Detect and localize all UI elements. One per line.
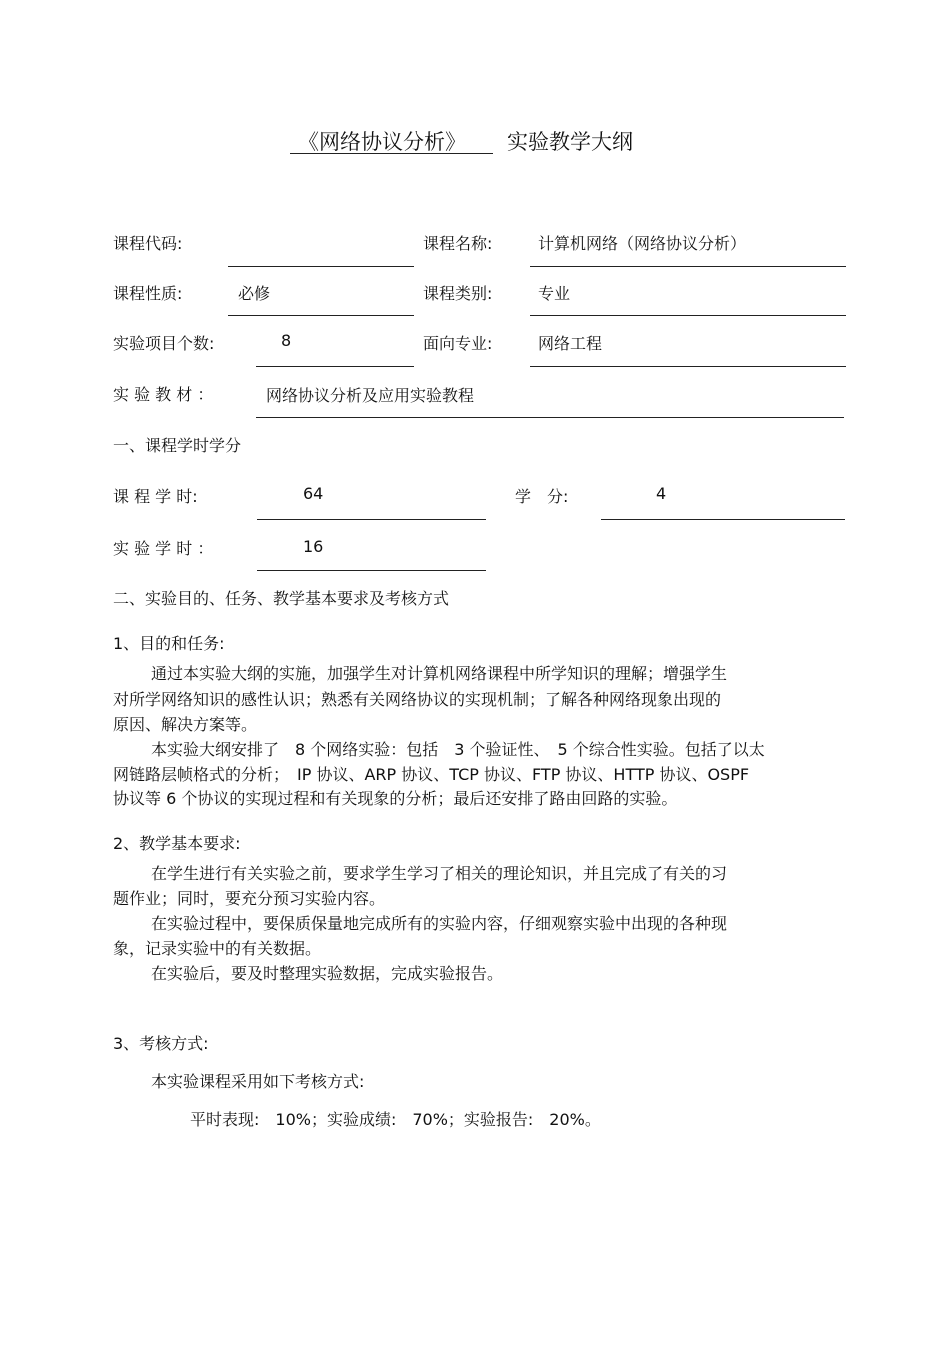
course-code-label: 课程代码: <box>113 234 183 253</box>
section1-heading: 一、课程学时学分 <box>113 436 242 455</box>
sub1-paragraph1-line2: 对所学网络知识的感性认识；熟悉有关网络协议的实现机制；了解各种网络现象出现的 <box>113 690 722 709</box>
lab-hours-label: 实 验 学 时 ： <box>113 539 214 558</box>
sub1-paragraph1-line3: 原因、解决方案等。 <box>113 715 258 734</box>
course-category-label: 课程类别: <box>423 284 493 303</box>
sub3-paragraph1: 本实验课程采用如下考核方式: <box>151 1072 365 1091</box>
course-nature-value: 必修 <box>238 284 271 303</box>
credits-underline <box>601 519 845 520</box>
textbook-underline <box>256 417 844 418</box>
sub2-paragraph1-line1: 在学生进行有关实验之前，要求学生学习了相关的理论知识，并且完成了有关的习 <box>151 864 728 883</box>
course-nature-underline <box>228 315 414 316</box>
textbook-value: 网络协议分析及应用实验教程 <box>266 386 475 405</box>
sub3-grading-breakdown: 平时表现: 10%；实验成绩: 70%；实验报告: 20%。 <box>190 1110 601 1129</box>
projects-count-value: 8 <box>281 331 292 350</box>
course-hours-label: 课 程 学 时: <box>113 487 198 506</box>
course-name-underline <box>530 266 846 267</box>
course-name-label: 课程名称: <box>423 234 493 253</box>
credits-value: 4 <box>656 484 667 503</box>
subsection3-heading: 3、考核方式: <box>113 1034 209 1053</box>
document-title-part1: 《网络协议分析》 <box>298 130 466 154</box>
sub1-paragraph2-line1: 本实验大纲安排了 8 个网络实验：包括 3 个验证性、 5 个综合性实验。包括了以太 <box>151 740 765 759</box>
subsection2-heading: 2、教学基本要求: <box>113 834 241 853</box>
target-major-label: 面向专业: <box>423 334 493 353</box>
sub1-paragraph1-line1: 通过本实验大纲的实施，加强学生对计算机网络课程中所学知识的理解；增强学生 <box>151 664 728 683</box>
lab-hours-underline <box>257 570 486 571</box>
projects-count-underline <box>256 366 414 367</box>
course-nature-label: 课程性质: <box>113 284 183 303</box>
sub1-paragraph2-line3: 协议等 6 个协议的实现过程和有关现象的分析；最后还安排了路由回路的实验。 <box>113 789 678 808</box>
section2-heading: 二、实验目的、任务、教学基本要求及考核方式 <box>113 589 450 608</box>
subsection1-heading: 1、目的和任务: <box>113 634 225 653</box>
sub2-paragraph2-line2: 象，记录实验中的有关数据。 <box>113 939 322 958</box>
course-category-underline <box>530 315 846 316</box>
sub2-paragraph2-line1: 在实验过程中，要保质保量地完成所有的实验内容，仔细观察实验中出现的各种现 <box>151 914 728 933</box>
target-major-underline <box>530 366 846 367</box>
sub1-paragraph2-line2: 网链路层帧格式的分析； IP 协议、ARP 协议、TCP 协议、FTP 协议、HTTP 协议、OSPF <box>113 765 750 784</box>
credits-label: 学 分: <box>515 487 569 506</box>
sub2-paragraph1-line2: 题作业；同时，要充分预习实验内容。 <box>113 889 386 908</box>
course-hours-underline <box>257 519 486 520</box>
textbook-label: 实 验 教 材 ： <box>113 385 214 404</box>
lab-hours-value: 16 <box>303 537 324 556</box>
title-underline <box>290 153 493 154</box>
course-code-underline <box>228 266 414 267</box>
projects-count-label: 实验项目个数: <box>113 334 215 353</box>
sub2-paragraph3-line1: 在实验后，要及时整理实验数据，完成实验报告。 <box>151 964 504 983</box>
course-category-value: 专业 <box>538 284 571 303</box>
document-title-part2: 实验教学大纲 <box>507 130 633 154</box>
course-name-value: 计算机网络（网络协议分析） <box>538 234 747 253</box>
course-hours-value: 64 <box>303 484 324 503</box>
target-major-value: 网络工程 <box>538 334 603 353</box>
